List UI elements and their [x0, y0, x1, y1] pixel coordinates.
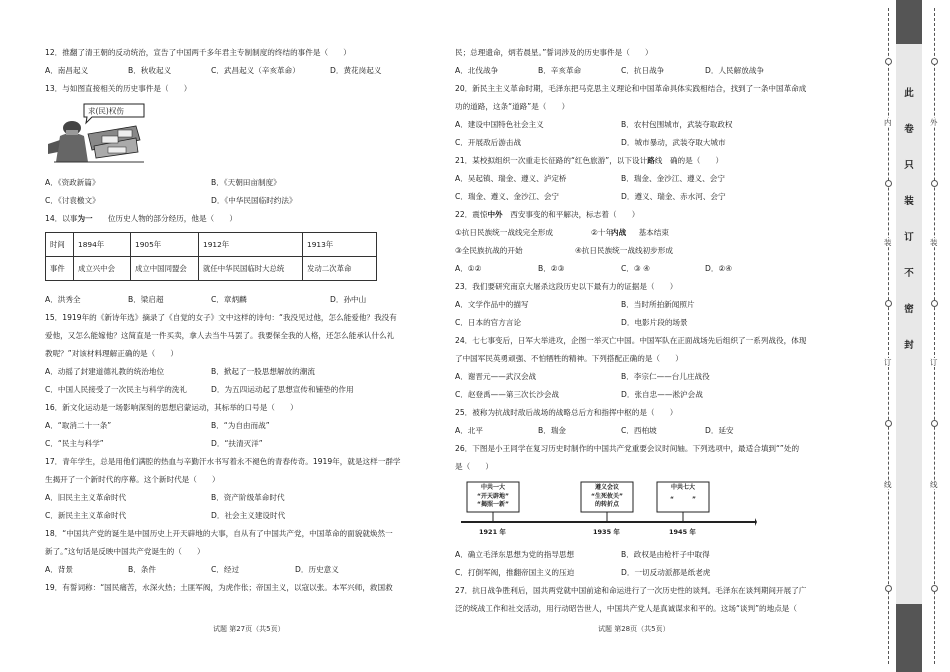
inner-label: 装	[884, 238, 892, 247]
binding-circle	[885, 58, 892, 65]
table-cell: 就任中华民国临时大总统	[199, 257, 303, 281]
q15-options-row2	[45, 381, 443, 399]
q12-option-d: D．黄花岗起义	[330, 66, 382, 75]
table-cell: 1894年	[74, 233, 131, 257]
timeline-box-3-open-quote: “	[670, 495, 674, 503]
table-row	[46, 257, 377, 281]
binding-bar-bottom	[896, 604, 922, 672]
timeline-box-1-line3: “揭照一新”	[477, 501, 509, 508]
q14-stem	[45, 210, 443, 228]
q22-item-2c: 基本结束	[631, 228, 669, 237]
q25-option-d: D．延安	[705, 426, 734, 435]
inner-label: 线	[884, 480, 892, 489]
q21-option-c: C．瑞金、遵义、金沙江、会宁	[455, 192, 560, 201]
q14-stem-b: 为一	[77, 214, 93, 224]
page-footer-right: 试题 第28页（共5页）	[598, 625, 670, 633]
q14-options	[45, 291, 443, 309]
timeline-year-2: 1935 年	[593, 528, 620, 536]
table-cell: 发动二次革命	[303, 257, 377, 281]
q12-options	[45, 62, 443, 80]
q14-option-d: D．孙中山	[330, 295, 367, 305]
table-cell: 时间	[46, 233, 74, 257]
q21-stem-bold: 路	[647, 156, 655, 165]
q27-line-1: 27．抗日战争胜利后，国共两党就中国前途和命运进行了一次历史性的谈判。毛泽东在谈判期间开展了广	[455, 586, 807, 595]
q16-stem: 16．新文化运动是一场影响深刻的思想启蒙运动，其标举的口号是（ ）	[45, 403, 298, 413]
timeline-box-3-blank	[657, 496, 709, 505]
q17-option-d: D．社会主义建设时代	[211, 511, 286, 521]
q21-option-b: B．瑞金、金沙江、遵义、会宁	[621, 174, 725, 183]
timeline-box-1-title: 中共一大	[480, 484, 505, 491]
q13-option-b: B．《天朝田亩制度》	[211, 178, 281, 188]
binding-circle	[885, 585, 892, 592]
q23-options-row1	[455, 296, 859, 314]
outer-label: 订	[930, 358, 938, 367]
q13-options-row2	[45, 192, 443, 210]
timeline-year-3: 1945 年	[669, 528, 696, 536]
warning-char: 卷	[904, 124, 914, 135]
q18-option-a: A．背景	[45, 565, 73, 575]
q17-option-a: A．旧民主主义革命时代	[45, 493, 127, 503]
q16-option-d: D．“扶清灭洋”	[211, 439, 263, 449]
q21-options-row1	[455, 170, 859, 188]
q14-option-c: C．章炳麟	[211, 295, 247, 305]
q17-line-2: 生揭开了一个新时代的序幕。这个新时代是（ ）	[45, 475, 220, 485]
outer-dashed-line	[934, 8, 935, 664]
binding-margin	[868, 0, 950, 672]
q18-option-b: B．条件	[128, 565, 156, 575]
timeline-box-2-title: 遵义会议	[594, 484, 619, 491]
table-cell: 1912年	[199, 233, 303, 257]
inner-label: 订	[884, 358, 892, 367]
warning-char: 此	[904, 88, 914, 99]
warning-char: 密	[904, 304, 914, 315]
q12-option-c: C．武昌起义（辛亥革命）	[211, 66, 300, 75]
binding-circle	[885, 300, 892, 307]
table-cell: 事件	[46, 257, 74, 281]
q19-stem: 19．有誓词称：“国民痛苦，水深火热；土匪军阀，为虎作伥；帝国主义，以寇以张。本军兴师，救国救	[45, 583, 393, 593]
q15-line-1: 15．1919年的《新诗年选》摘录了《自觉的女子》文中这样的诗句：“我没见过他，怎么能爱他？我没有	[45, 313, 397, 323]
timeline-box-1-line2: “开天辟地”	[477, 492, 509, 500]
warning-char: 装	[904, 196, 914, 207]
q24-option-d: D．张自忠——淞沪会战	[621, 390, 703, 399]
q16-option-a: A．“取消二十一条”	[45, 421, 112, 431]
warning-char: 只	[904, 160, 914, 171]
q15-line-2: 爱他，又怎么能嫁他？这简直是一件买卖，拿人去当牛马罢了。我要保全我的人格，还怎么能承认什么礼	[45, 331, 395, 341]
q15-line-3: 教呢？”对该材料理解正确的是（ ）	[45, 349, 179, 359]
binding-bar-top	[896, 0, 922, 44]
q15-option-d: D．为五四运动起了思想宣传和铺垫的作用	[211, 385, 354, 395]
q21-options-row2	[455, 188, 859, 206]
q20-option-b: B．农村包围城市，武装夺取政权	[621, 120, 733, 129]
table-cell: 成立兴中会	[74, 257, 131, 281]
warning-char: 订	[904, 232, 914, 243]
q20-option-c: C．开展敌后游击战	[455, 138, 522, 147]
table-cell: 成立中国同盟会	[131, 257, 199, 281]
table-row	[46, 233, 377, 257]
q25-option-c: C．西柏坡	[621, 426, 657, 435]
q16-option-c: C．“民主与科学”	[45, 439, 104, 449]
q13-option-a: A．《资政新篇》	[45, 178, 100, 188]
timeline-box-3-close-quote: ”	[692, 495, 696, 503]
binding-circle	[931, 58, 938, 65]
q19-option-b: B．辛亥革命	[538, 66, 582, 75]
q16-option-b: B．“为自由而战”	[211, 421, 270, 431]
q22-option-a: A．①②	[455, 264, 482, 273]
warning-char: 封	[904, 340, 914, 351]
page-footer-left: 试题 第27页（共5页）	[213, 625, 285, 633]
q12-option-a: A．南昌起义	[45, 66, 89, 75]
q17-option-b: B．资产阶级革命时代	[211, 493, 285, 503]
q21-stem-a: 21．某校拟组织一次重走长征路的“红色旅游”，以下设计	[455, 156, 648, 165]
q21-option-a: A．吴起镇、瑞金、遵义、泸定桥	[455, 174, 567, 183]
q13-option-c: C．《讨袁檄文》	[45, 196, 100, 206]
q17-option-c: C．新民主主义革命时代	[45, 511, 127, 521]
q26-line-1: 26．下图是小王同学在复习历史时制作的中国共产党重要会议时间轴。下列选项中，最适合填到“”处的	[455, 444, 800, 453]
q21-option-d: D．遵义、瑞金、赤水河、会宁	[621, 192, 726, 201]
q23-option-b: B．当时所拍新闻照片	[621, 300, 695, 309]
q13-options-row1	[45, 174, 443, 192]
q24-option-b: B．李宗仁——台儿庄战役	[621, 372, 710, 381]
q12-option-b: B．秋收起义	[128, 66, 172, 75]
q22-option-c: C．③ ④	[621, 264, 650, 273]
q26-option-c: C．打倒军阀，推翻帝国主义的压迫	[455, 568, 575, 577]
q23-option-d: D．电影片段的场景	[621, 318, 688, 327]
q24-options-row1	[455, 368, 859, 386]
q26-option-d: D．一切反动派都是纸老虎	[621, 568, 711, 577]
right-column	[455, 44, 859, 618]
timeline-box-2	[581, 484, 633, 510]
q23-options-row2	[455, 314, 859, 332]
q27-line-2: 泛的统战工作和社交活动，用行动昭告世人，中国共产党人是真诚谋求和平的。这场“谈判”的地点是（	[455, 604, 797, 613]
outer-label: 线	[930, 480, 938, 489]
cartoon-caption: 求(民)权伤	[88, 106, 124, 116]
q26-option-a: A．确立毛泽东思想为党的指导思想	[455, 550, 575, 559]
q22-item-2a: ②十年	[591, 228, 613, 237]
timeline-year-1: 1921 年	[479, 528, 506, 536]
q14-table	[45, 232, 377, 281]
q26-options-row1	[455, 546, 859, 564]
q25-options	[455, 422, 859, 440]
q16-options-row2	[45, 435, 443, 453]
q24-line-1: 24．七七事变后，日军大举进攻，企图一举灭亡中国。中国军队在正面战场先后组织了一系列战役，体现	[455, 336, 807, 345]
q20-line-2: 功的道路，这条“道路”是（ ）	[455, 102, 570, 111]
q18-option-d: D．历史意义	[295, 565, 339, 575]
q19-continued: 民；总理遗命，炳若晨星。”誓词涉及的历史事件是（ ）	[455, 48, 653, 57]
q14-option-a: A．洪秀全	[45, 295, 81, 305]
warning-char: 不	[904, 268, 914, 279]
q19-option-d: D．人民解放战争	[705, 66, 765, 75]
inner-dashed-line	[888, 8, 889, 664]
q15-option-b: B．掀起了一股思想解放的潮流	[211, 367, 315, 377]
q22-stem	[455, 206, 859, 224]
q17-line-1: 17．青年学生，总是用他们满腔的热血与辛勤汗水书写着永不褪色的青春传奇。1919年，就是这样一群学	[45, 457, 401, 467]
q14-option-b: B．梁启超	[128, 295, 164, 305]
q14-stem-a: 14．以事	[45, 214, 78, 224]
q18-option-c: C．经过	[211, 565, 240, 575]
q23-option-a: A．文学作品中的描写	[455, 300, 529, 309]
inner-label: 内	[884, 118, 892, 127]
q19-options	[455, 62, 859, 80]
q20-line-1: 20．新民主主义革命时期，毛泽东把马克思主义理论和中国革命具体实践相结合，找到了一条中国革命成	[455, 84, 807, 93]
q18-line-1: 18．“中国共产党的诞生是中国历史上开天辟地的大事，自从有了中国共产党，中国革命的面貌就焕然一	[45, 529, 393, 539]
q18-line-2: 新了。”这句话是反映中国共产党诞生的（ ）	[45, 547, 205, 557]
q25-stem: 25．被称为抗战时敌后战场的战略总后方和指挥中枢的是（ ）	[455, 408, 678, 417]
q13-option-d: D．《中华民国临时约法》	[211, 196, 297, 206]
q20-options-row2	[455, 134, 859, 152]
q26-option-b: B．政权是由枪杆子中取得	[621, 550, 710, 559]
q20-options-row1	[455, 116, 859, 134]
q26-timeline	[457, 480, 757, 542]
table-cell: 1905年	[131, 233, 199, 257]
q24-option-a: A．谢晋元——武汉会战	[455, 372, 537, 381]
q22-item-2b: 内战	[611, 228, 627, 237]
q26-options-row2	[455, 564, 859, 582]
q24-option-c: C．赵登禹——第三次长沙会战	[455, 390, 560, 399]
cartoon-image	[48, 100, 148, 166]
q12-stem: 12．推翻了清王朝的反动统治，宣告了中国两千多年君主专制制度的终结的事件是（ ）	[45, 48, 351, 57]
table-cell: 1913年	[303, 233, 377, 257]
q22-option-d: D．②④	[705, 264, 733, 273]
binding-circle	[931, 300, 938, 307]
timeline-box-3-title: 中共七大	[670, 484, 695, 491]
q21-stem-tail: 线 确的是（ ）	[654, 156, 724, 165]
q25-option-b: B．瑞金	[538, 426, 566, 435]
q17-options-row2	[45, 507, 443, 525]
binding-circle	[885, 420, 892, 427]
q26-line-2: 是（ ）	[455, 462, 493, 471]
q22-item-1: ①抗日民族统一战线完全形成	[455, 228, 553, 237]
binding-circle	[931, 180, 938, 187]
q22-stem-tail: 西安事变的和平解决，标志着（ ）	[502, 210, 640, 219]
q24-line-2: 了中国军民英勇顽强、不怕牺牲的精神。下列搭配正确的是（ ）	[455, 354, 683, 363]
outer-label: 装	[930, 238, 938, 247]
q24-options-row2	[455, 386, 859, 404]
outer-label: 外	[930, 118, 938, 127]
q15-option-a: A．动摇了封建道德礼教的统治地位	[45, 367, 165, 377]
q17-options-row1	[45, 489, 443, 507]
q15-option-c: C．中国人民接受了一次民主与科学的洗礼	[45, 385, 187, 395]
q20-option-a: A．建设中国特色社会主义	[455, 120, 544, 129]
q22-stem-bold: 中外	[487, 210, 503, 219]
timeline-box-2-line3: 的转折点	[594, 501, 619, 508]
q14-stem-c: 位历史人物的部分经历，他是（ ）	[107, 214, 237, 224]
binding-circle	[885, 180, 892, 187]
binding-bar	[896, 0, 922, 672]
q20-option-d: D．城市暴动，武装夺取大城市	[621, 138, 726, 147]
q19-option-c: C．抗日战争	[621, 66, 665, 75]
timeline-box-1	[467, 484, 519, 510]
binding-circle	[931, 420, 938, 427]
q22-items-row2	[455, 242, 859, 260]
q15-options-row1	[45, 363, 443, 381]
q22-stem-a: 22．震惊	[455, 210, 488, 219]
q23-option-c: C．日本的官方言论	[455, 318, 522, 327]
q23-stem: 23．我们要研究南京大屠杀这段历史以下最有力的证据是（ ）	[455, 282, 678, 291]
left-column	[45, 44, 443, 597]
q25-option-a: A．北平	[455, 426, 483, 435]
timeline-box-2-line2: “生死攸关”	[591, 492, 623, 500]
q19-option-a: A．北伐战争	[455, 66, 499, 75]
timeline-box-3	[657, 484, 709, 504]
q22-option-b: B．②③	[538, 264, 565, 273]
binding-circle	[931, 585, 938, 592]
q22-options	[455, 260, 859, 278]
q16-options-row1	[45, 417, 443, 435]
q22-items-row1	[455, 224, 859, 242]
q22-item-4: ④抗日民族统一战线初步形成	[575, 246, 673, 255]
q22-item-3: ③全民族抗战的开始	[455, 246, 523, 255]
q13-stem: 13．与如图直接相关的历史事件是（ ）	[45, 84, 192, 93]
q21-stem	[455, 152, 859, 170]
q18-options	[45, 561, 443, 579]
